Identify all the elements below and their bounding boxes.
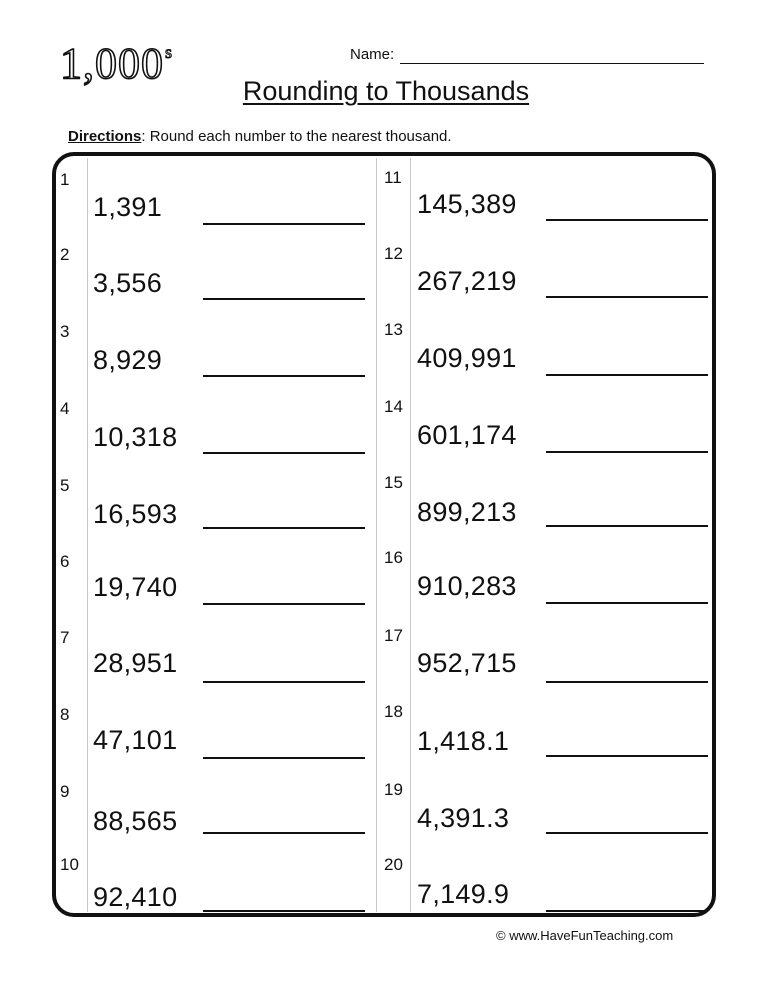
problem-number: 3: [60, 322, 70, 341]
answer-blank[interactable]: [203, 603, 365, 605]
problem-value: 8,929: [93, 345, 163, 375]
answer-blank[interactable]: [546, 602, 708, 604]
problem-number: 7: [60, 628, 70, 647]
problem-number: 8: [60, 705, 70, 724]
logo-suffix: s: [165, 42, 174, 62]
left-number-column-divider: [87, 158, 88, 912]
problem-value: 1,418.1: [417, 726, 510, 756]
answer-blank[interactable]: [546, 296, 708, 298]
problem-value: 10,318: [93, 422, 178, 452]
problem-number: 20: [384, 855, 403, 874]
problem-value: 899,213: [417, 497, 517, 527]
problem-number: 16: [384, 548, 403, 567]
answer-blank[interactable]: [546, 525, 708, 527]
problem-value: 910,283: [417, 571, 517, 601]
problem-value: 952,715: [417, 648, 517, 678]
answer-blank[interactable]: [203, 910, 365, 912]
problem-number: 1: [60, 170, 70, 189]
problem-number: 6: [60, 552, 70, 571]
answer-blank[interactable]: [546, 374, 708, 376]
problem-number: 18: [384, 702, 403, 721]
answer-blank[interactable]: [546, 755, 708, 757]
problem-value: 145,389: [417, 189, 517, 219]
answer-blank[interactable]: [203, 375, 365, 377]
problem-value: 19,740: [93, 572, 178, 602]
directions: [68, 128, 452, 145]
name-field[interactable]: [400, 63, 704, 64]
answer-blank[interactable]: [203, 298, 365, 300]
problem-number: 9: [60, 782, 70, 801]
problem-number: 2: [60, 245, 70, 264]
answer-blank[interactable]: [203, 223, 365, 225]
problem-number: 17: [384, 626, 403, 645]
directions-text: : Round each number to the nearest thousand.: [141, 128, 452, 145]
answer-blank[interactable]: [546, 451, 708, 453]
problem-value: 3,556: [93, 268, 163, 298]
problem-value: 16,593: [93, 499, 178, 529]
center-column-divider: [376, 158, 377, 912]
answer-blank[interactable]: [203, 832, 365, 834]
problem-value: 88,565: [93, 806, 178, 836]
problem-value: 267,219: [417, 266, 517, 296]
copyright-footer: © www.HaveFunTeaching.com: [496, 928, 674, 943]
problem-number: 10: [60, 855, 79, 874]
logo-text: 1,000: [60, 39, 164, 88]
problem-number: 13: [384, 320, 403, 339]
problems-frame: [52, 152, 716, 917]
answer-blank[interactable]: [546, 219, 708, 221]
problem-number: 19: [384, 780, 403, 799]
answer-blank[interactable]: [203, 452, 365, 454]
problem-value: 92,410: [93, 882, 178, 912]
answer-blank[interactable]: [203, 527, 365, 529]
problem-number: 12: [384, 244, 403, 263]
problem-number: 15: [384, 473, 403, 492]
name-label: Name:: [350, 46, 395, 63]
answer-blank[interactable]: [546, 832, 708, 834]
problem-value: 47,101: [93, 725, 178, 755]
answer-blank[interactable]: [203, 681, 365, 683]
page-title: Rounding to Thousands: [242, 76, 530, 106]
problem-value: 4,391.3: [417, 803, 510, 833]
problem-value: 28,951: [93, 648, 178, 678]
problem-number: 5: [60, 476, 70, 495]
problem-value: 1,391: [93, 192, 163, 222]
directions-label: Directions: [68, 128, 142, 145]
problem-value: 601,174: [417, 420, 517, 450]
problem-value: 7,149.9: [417, 879, 510, 909]
answer-blank[interactable]: [546, 681, 708, 683]
answer-blank[interactable]: [203, 757, 365, 759]
problem-value: 409,991: [417, 343, 517, 373]
answer-blank[interactable]: [546, 910, 708, 912]
problem-number: 14: [384, 397, 403, 416]
right-number-column-divider: [410, 158, 411, 912]
problem-number: 4: [60, 399, 70, 418]
problem-number: 11: [384, 168, 402, 187]
